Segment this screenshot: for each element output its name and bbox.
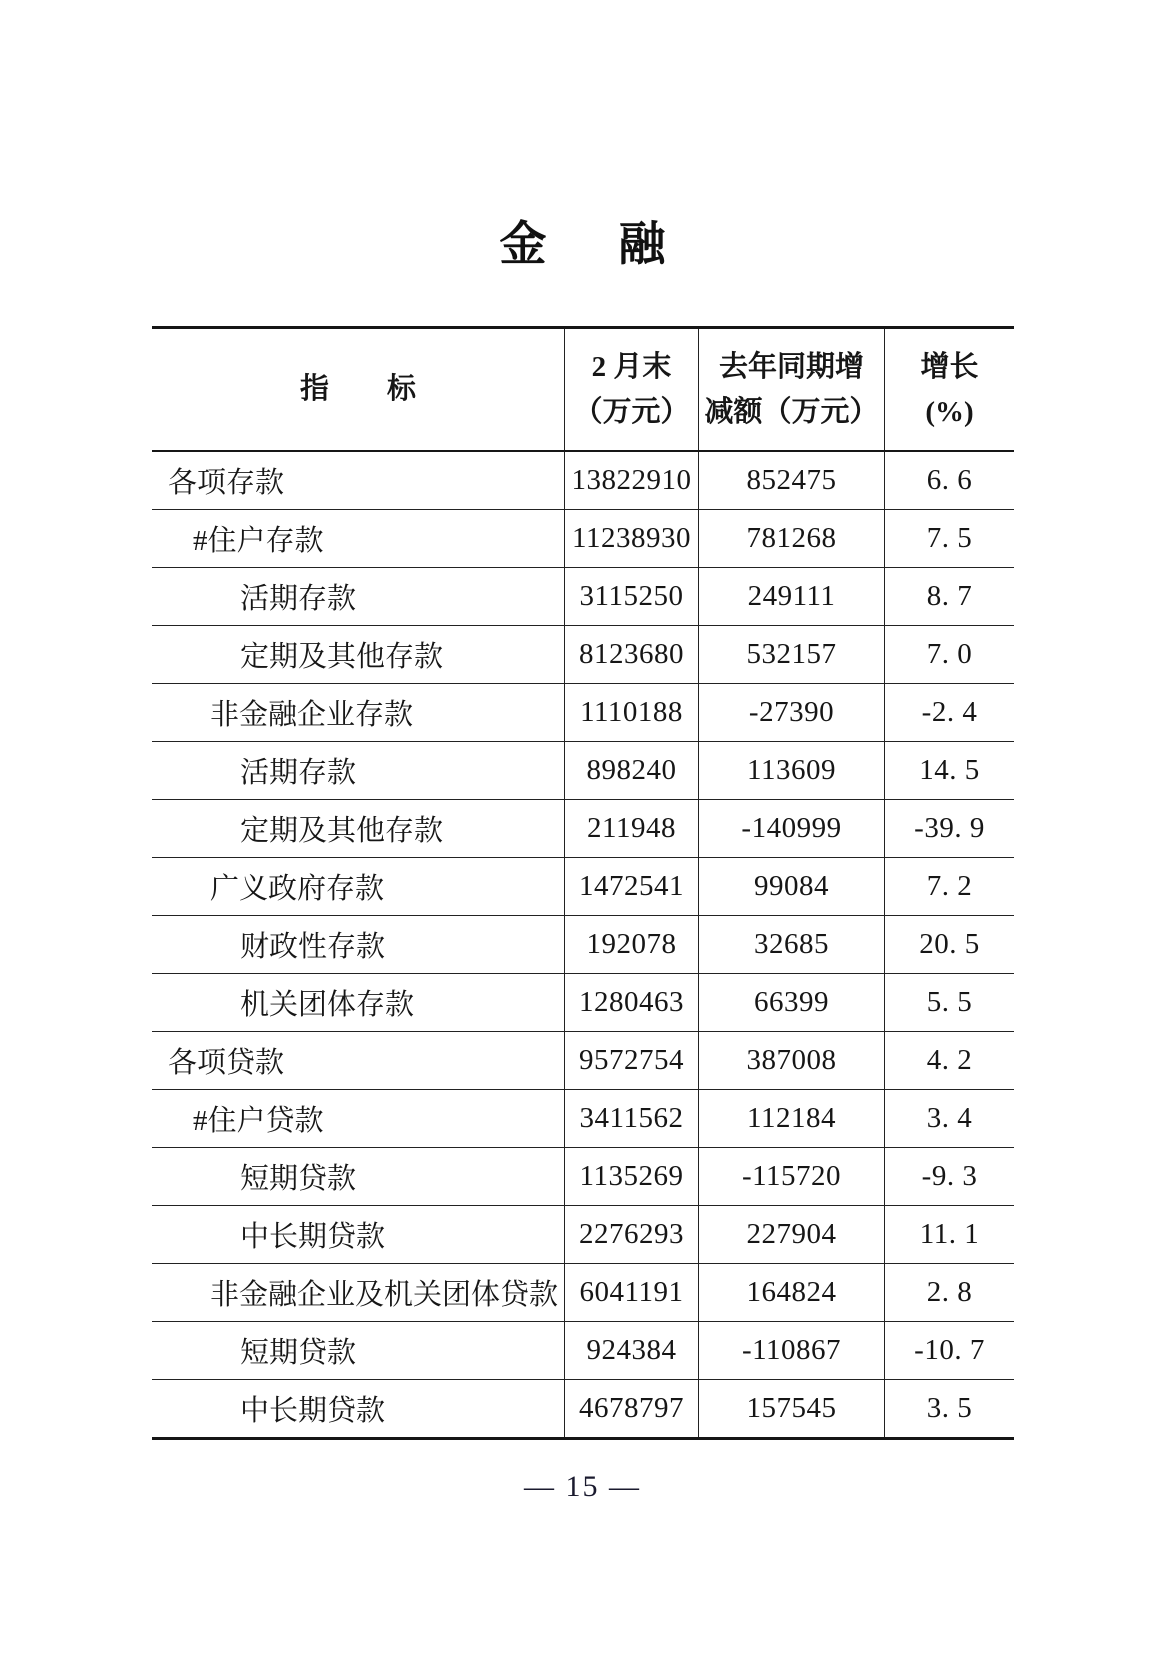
indicator-cell: 广义政府存款 [210, 873, 385, 905]
change-cell: 227904 [698, 1206, 884, 1263]
value-cell: 4678797 [564, 1380, 698, 1437]
table-row [152, 858, 1014, 916]
indicator-cell: 非金融企业存款 [210, 699, 414, 731]
indicator-cell: 机关团体存款 [240, 989, 415, 1021]
indicator-cell: 各项存款 [168, 467, 285, 499]
table-row [152, 1090, 1014, 1148]
value-cell: 2276293 [564, 1206, 698, 1263]
indicator-cell: #住户存款 [193, 525, 324, 557]
table-row [152, 800, 1014, 858]
header-month-end [564, 329, 698, 450]
growth-cell: -39. 9 [884, 800, 1014, 857]
table-row [152, 626, 1014, 684]
growth-cell: 11. 1 [884, 1206, 1014, 1263]
growth-cell: 3. 4 [884, 1090, 1014, 1147]
table-row [152, 452, 1014, 510]
indicator-cell: 活期存款 [240, 583, 357, 615]
table-row [152, 510, 1014, 568]
indicator-cell: 非金融企业及机关团体贷款 [210, 1279, 559, 1311]
value-cell: 11238930 [564, 510, 698, 567]
growth-cell: 6. 6 [884, 452, 1014, 509]
table-row [152, 916, 1014, 974]
header-growth [884, 329, 1014, 450]
value-cell: 13822910 [564, 452, 698, 509]
value-cell: 211948 [564, 800, 698, 857]
indicator-cell: 短期贷款 [240, 1337, 357, 1369]
header-growth-line1: 增长 [920, 350, 979, 383]
table-row [152, 1206, 1014, 1264]
value-cell: 1472541 [564, 858, 698, 915]
value-cell: 9572754 [564, 1032, 698, 1089]
table-row [152, 742, 1014, 800]
indicator-cell: 财政性存款 [240, 931, 386, 963]
growth-cell: 8. 7 [884, 568, 1014, 625]
change-cell: -140999 [698, 800, 884, 857]
header-month-end-line1: 2 月末 [591, 350, 672, 383]
change-cell: 249111 [698, 568, 884, 625]
value-cell: 1280463 [564, 974, 698, 1031]
growth-cell: 5. 5 [884, 974, 1014, 1031]
table-header-row [152, 329, 1014, 452]
title-char-right: 融 [618, 217, 666, 270]
growth-cell: -10. 7 [884, 1322, 1014, 1379]
indicator-cell: 中长期贷款 [240, 1395, 386, 1427]
value-cell: 924384 [564, 1322, 698, 1379]
table-row [152, 684, 1014, 742]
growth-cell: 20. 5 [884, 916, 1014, 973]
value-cell: 1110188 [564, 684, 698, 741]
indicator-cell: 定期及其他存款 [240, 641, 444, 673]
growth-cell: 14. 5 [884, 742, 1014, 799]
table-rows [152, 452, 1014, 1437]
change-cell: 113609 [698, 742, 884, 799]
value-cell: 3115250 [564, 568, 698, 625]
growth-cell: 3. 5 [884, 1380, 1014, 1437]
header-yoy-change [698, 329, 884, 450]
growth-cell: 2. 8 [884, 1264, 1014, 1321]
change-cell: -115720 [698, 1148, 884, 1205]
page-number: — 15 — [524, 1470, 641, 1503]
growth-cell: -2. 4 [884, 684, 1014, 741]
change-cell: -110867 [698, 1322, 884, 1379]
change-cell: 852475 [698, 452, 884, 509]
indicator-cell: 中长期贷款 [240, 1221, 386, 1253]
indicator-cell: 活期存款 [240, 757, 357, 789]
table-row [152, 1322, 1014, 1380]
growth-cell: 7. 0 [884, 626, 1014, 683]
value-cell: 1135269 [564, 1148, 698, 1205]
change-cell: -27390 [698, 684, 884, 741]
change-cell: 66399 [698, 974, 884, 1031]
finance-table [152, 326, 1014, 1440]
change-cell: 164824 [698, 1264, 884, 1321]
growth-cell: -9. 3 [884, 1148, 1014, 1205]
table-row [152, 1148, 1014, 1206]
header-yoy-change-line1: 去年同期增 [718, 350, 864, 383]
header-growth-line2: (%) [925, 395, 974, 428]
change-cell: 387008 [698, 1032, 884, 1089]
change-cell: 781268 [698, 510, 884, 567]
header-indicator [152, 329, 564, 450]
value-cell: 192078 [564, 916, 698, 973]
value-cell: 898240 [564, 742, 698, 799]
change-cell: 99084 [698, 858, 884, 915]
indicator-cell: #住户贷款 [193, 1105, 324, 1137]
table-row [152, 1032, 1014, 1090]
value-cell: 6041191 [564, 1264, 698, 1321]
table-row [152, 1380, 1014, 1437]
table-row [152, 974, 1014, 1032]
value-cell: 3411562 [564, 1090, 698, 1147]
change-cell: 157545 [698, 1380, 884, 1437]
growth-cell: 7. 2 [884, 858, 1014, 915]
change-cell: 532157 [698, 626, 884, 683]
table-row [152, 568, 1014, 626]
growth-cell: 4. 2 [884, 1032, 1014, 1089]
table-row [152, 1264, 1014, 1322]
indicator-cell: 各项贷款 [168, 1047, 285, 1079]
indicator-cell: 定期及其他存款 [240, 815, 444, 847]
value-cell: 8123680 [564, 626, 698, 683]
indicator-cell: 短期贷款 [240, 1163, 357, 1195]
growth-cell: 7. 5 [884, 510, 1014, 567]
page-title [0, 216, 1165, 272]
title-char-left: 金 [499, 217, 547, 270]
change-cell: 32685 [698, 916, 884, 973]
header-yoy-change-line2: 减额（万元） [704, 395, 879, 428]
header-indicator-label: 指 标 [299, 373, 416, 405]
header-month-end-line2: （万元） [573, 395, 690, 428]
change-cell: 112184 [698, 1090, 884, 1147]
